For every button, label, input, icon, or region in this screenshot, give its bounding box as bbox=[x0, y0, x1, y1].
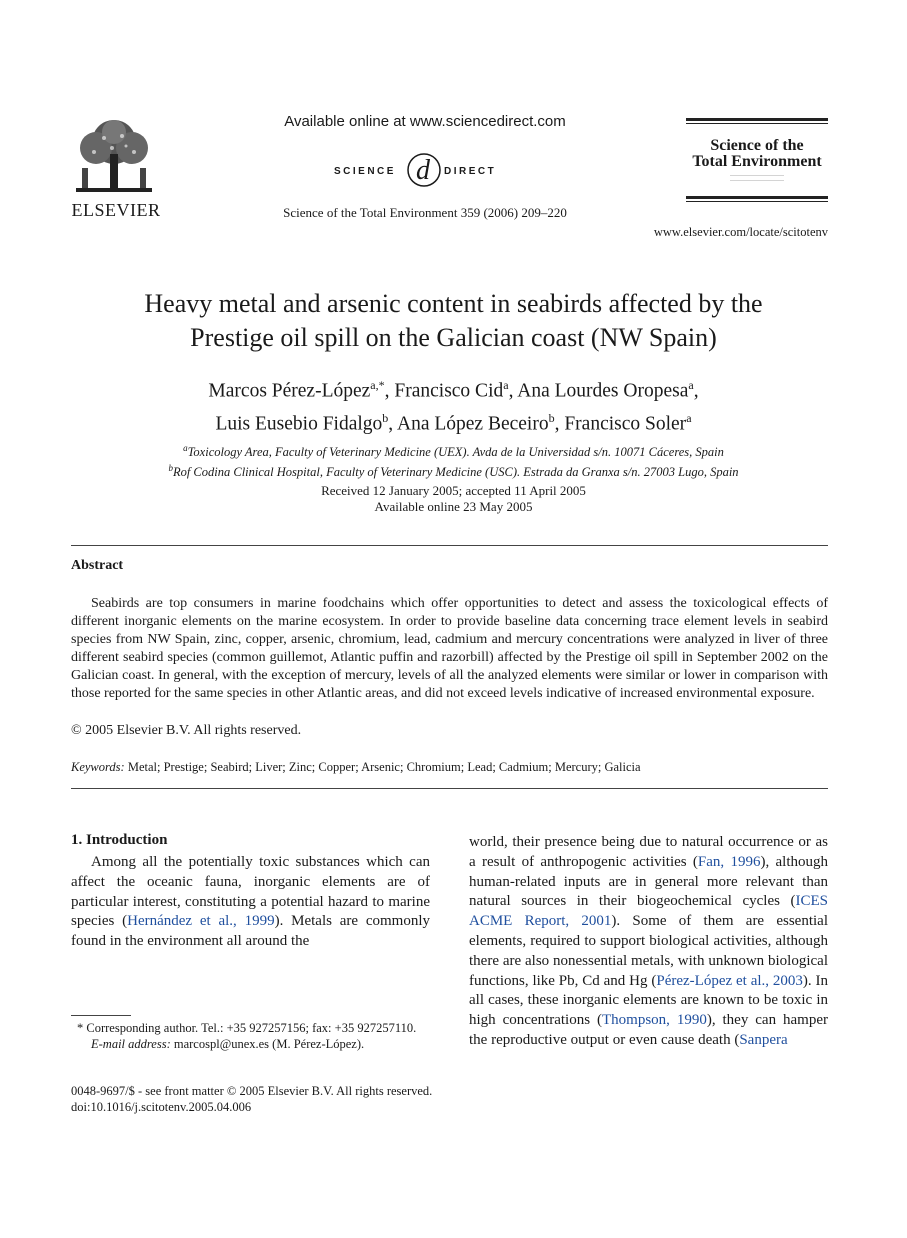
abstract-copyright: © 2005 Elsevier B.V. All rights reserved. bbox=[71, 723, 302, 738]
affiliations bbox=[60, 440, 847, 480]
journal-title-line1: Science of the bbox=[710, 137, 804, 154]
article-dates bbox=[60, 483, 847, 515]
journal-subtitle-fineprint: ———————————— ———————————— bbox=[730, 172, 784, 182]
journal-title-line2: Total Environment bbox=[692, 153, 822, 170]
elsevier-logo bbox=[68, 118, 164, 220]
affiliation-text: Toxicology Area, Faculty of Veterinary Medicine (UEX). Avda de la Universidad s/n. 10071 Cáceres, Spain bbox=[187, 445, 724, 460]
citation-link[interactable]: Fan, 1996 bbox=[697, 853, 761, 870]
affiliation-sup: b bbox=[168, 463, 173, 474]
doi-line[interactable]: doi:10.1016/j.scitotenv.2005.04.006 bbox=[71, 1100, 252, 1114]
intro-left-column bbox=[71, 853, 430, 952]
journal-url-link[interactable]: www.elsevier.com/locate/scitotenv bbox=[653, 225, 828, 239]
journal-title bbox=[686, 138, 828, 170]
author-affil-sup[interactable]: a bbox=[686, 410, 692, 425]
author-affil-sup[interactable]: b bbox=[382, 410, 389, 425]
masthead-rule bbox=[686, 196, 828, 199]
citation-link[interactable]: Thompson, 1990 bbox=[601, 1012, 707, 1029]
masthead-rule bbox=[686, 123, 828, 124]
citation-link[interactable]: Sanpera bbox=[739, 1031, 788, 1048]
sciencedirect-logo bbox=[330, 150, 520, 190]
author-affil-sup[interactable]: a,* bbox=[370, 378, 385, 392]
author-name[interactable]: Ana Lourdes Oropesa bbox=[517, 380, 689, 402]
keywords-label: Keywords: bbox=[71, 760, 125, 774]
author-name[interactable]: Luis Eusebio Fidalgo bbox=[215, 413, 383, 434]
author-affil-sup[interactable]: b bbox=[548, 410, 555, 425]
section-heading-introduction: 1. Introduction bbox=[71, 832, 168, 848]
author-name[interactable]: Ana López Beceiro bbox=[396, 413, 549, 434]
journal-citation: Science of the Total Environment 359 (2006) 209–220 bbox=[283, 205, 567, 220]
body-text: ), they can hamper the reproductive output or even cause death ( bbox=[469, 1012, 828, 1048]
sd-right-text: DIRECT bbox=[444, 166, 497, 177]
keywords bbox=[71, 760, 828, 775]
affiliation-b bbox=[60, 460, 847, 480]
svg-text:d: d bbox=[416, 155, 430, 186]
sd-left-text: SCIENCE bbox=[334, 166, 396, 177]
masthead-rule bbox=[686, 201, 828, 202]
journal-masthead bbox=[686, 118, 828, 220]
citation-link[interactable]: ICES ACME Report, 2001 bbox=[469, 893, 828, 930]
article-title bbox=[60, 287, 847, 355]
masthead-rule bbox=[686, 118, 828, 121]
author-name[interactable]: Francisco Cid bbox=[394, 380, 504, 402]
body-text: ). Metals are commonly found in the environment all around the bbox=[71, 913, 431, 950]
divider bbox=[71, 788, 828, 789]
affiliation-text: Rof Codina Clinical Hospital, Faculty of Veterinary Medicine (USC). Estrada da Granxa s/n. 27003 Lugo, Spain bbox=[172, 465, 739, 480]
title-line2: Prestige oil spill on the Galician coast (NW Spain) bbox=[190, 323, 717, 352]
footnote-rule bbox=[71, 1015, 131, 1016]
author-name[interactable]: Marcos Pérez-López bbox=[208, 380, 371, 402]
body-text: Among all the potentially toxic substances which can affect the oceanic fauna, inorganic elements are of particular interest, constituting a potential hazard to marine species ( bbox=[71, 854, 430, 930]
author-affil-sup[interactable]: a bbox=[503, 378, 509, 392]
keywords-text: Metal; Prestige; Seabird; Liver; Zinc; Copper; Arsenic; Chromium; Lead; Cadmium; Mercury; Galicia bbox=[127, 760, 641, 774]
body-text: world, their presence being due to natural occurrence or as a result of anthropogenic activities ( bbox=[469, 834, 828, 870]
body-text: ). Some of them are essential elements, required to support biological activities, although there are also nonessential metals, with unknown biological functions, like Pb, Cd and Hg ( bbox=[469, 913, 828, 989]
email-label: E-mail address: bbox=[91, 1037, 171, 1051]
publisher-name: ELSEVIER bbox=[71, 200, 161, 220]
available-online-text[interactable]: Available online at www.sciencedirect.com bbox=[284, 113, 566, 130]
corresponding-author-note: * Corresponding author. Tel.: +35 927257156; fax: +35 927257110. bbox=[77, 1021, 417, 1035]
body-text: ), although human-related inputs are in general more relevant than natural sources in their biogeochemical cycles ( bbox=[469, 853, 828, 910]
article-meta bbox=[71, 1083, 432, 1115]
email-address[interactable]: marcospl@unex.es (M. Pérez-López). bbox=[173, 1037, 365, 1051]
citation-link[interactable]: Hernández et al., 1999 bbox=[127, 913, 275, 930]
divider bbox=[71, 545, 828, 546]
title-line1: Heavy metal and arsenic content in seabirds affected by the bbox=[144, 289, 763, 318]
body-text: ). In all cases, these inorganic elements are known to be toxic in high concentrations ( bbox=[469, 972, 828, 1029]
footnote bbox=[71, 1020, 430, 1052]
affiliation-a bbox=[60, 440, 847, 460]
available-date: Available online 23 May 2005 bbox=[374, 499, 533, 514]
author-list: Marcos Pérez-López$^{a,*}$, Francisco Cid$^a$, Ana Lourdes Oropesa$^a$, Luis Eusebio Fidalgo$^b$, Ana López Beceiro$^b$, Francisco Soler$^a$ bbox=[208, 378, 699, 434]
abstract-body: Seabirds are top consumers in marine foodchains which offer opportunities to detect and assess the toxicological effects of different inorganic elements on the marine ecosystem. In order to provide baseline data concerning trace element levels in seabird species from NW Spain, zinc, copper, arsenic, chromium, lead, cadmium and mercury concentrations were analyzed in liver of three different seabird species (common guillemot, Atlantic puffin and razorbill) affected by the Prestige oil spill in September 2002 on the Galician coast. In general, with the exception of mercury, levels of all the analyzed elements were similar or lower in comparison with those reported for the same species in other Atlantic areas, and did not exceed levels indicative of increased environmental exposure. bbox=[71, 596, 828, 701]
author-affil-sup[interactable]: a bbox=[688, 378, 694, 392]
received-date: Received 12 January 2005; accepted 11 April 2005 bbox=[321, 483, 586, 498]
email-line bbox=[71, 1036, 430, 1052]
abstract-heading: Abstract bbox=[71, 558, 124, 573]
citation-link[interactable]: Pérez-López et al., 2003 bbox=[656, 972, 803, 989]
elsevier-tree-icon bbox=[68, 118, 160, 200]
author-name[interactable]: Francisco Soler bbox=[564, 413, 687, 434]
sciencedirect-icon bbox=[330, 150, 520, 190]
intro-right-column bbox=[469, 833, 828, 1051]
issn-line: 0048-9697/$ - see front matter © 2005 Elsevier B.V. All rights reserved. bbox=[71, 1084, 433, 1098]
affiliation-sup: a bbox=[183, 443, 188, 453]
